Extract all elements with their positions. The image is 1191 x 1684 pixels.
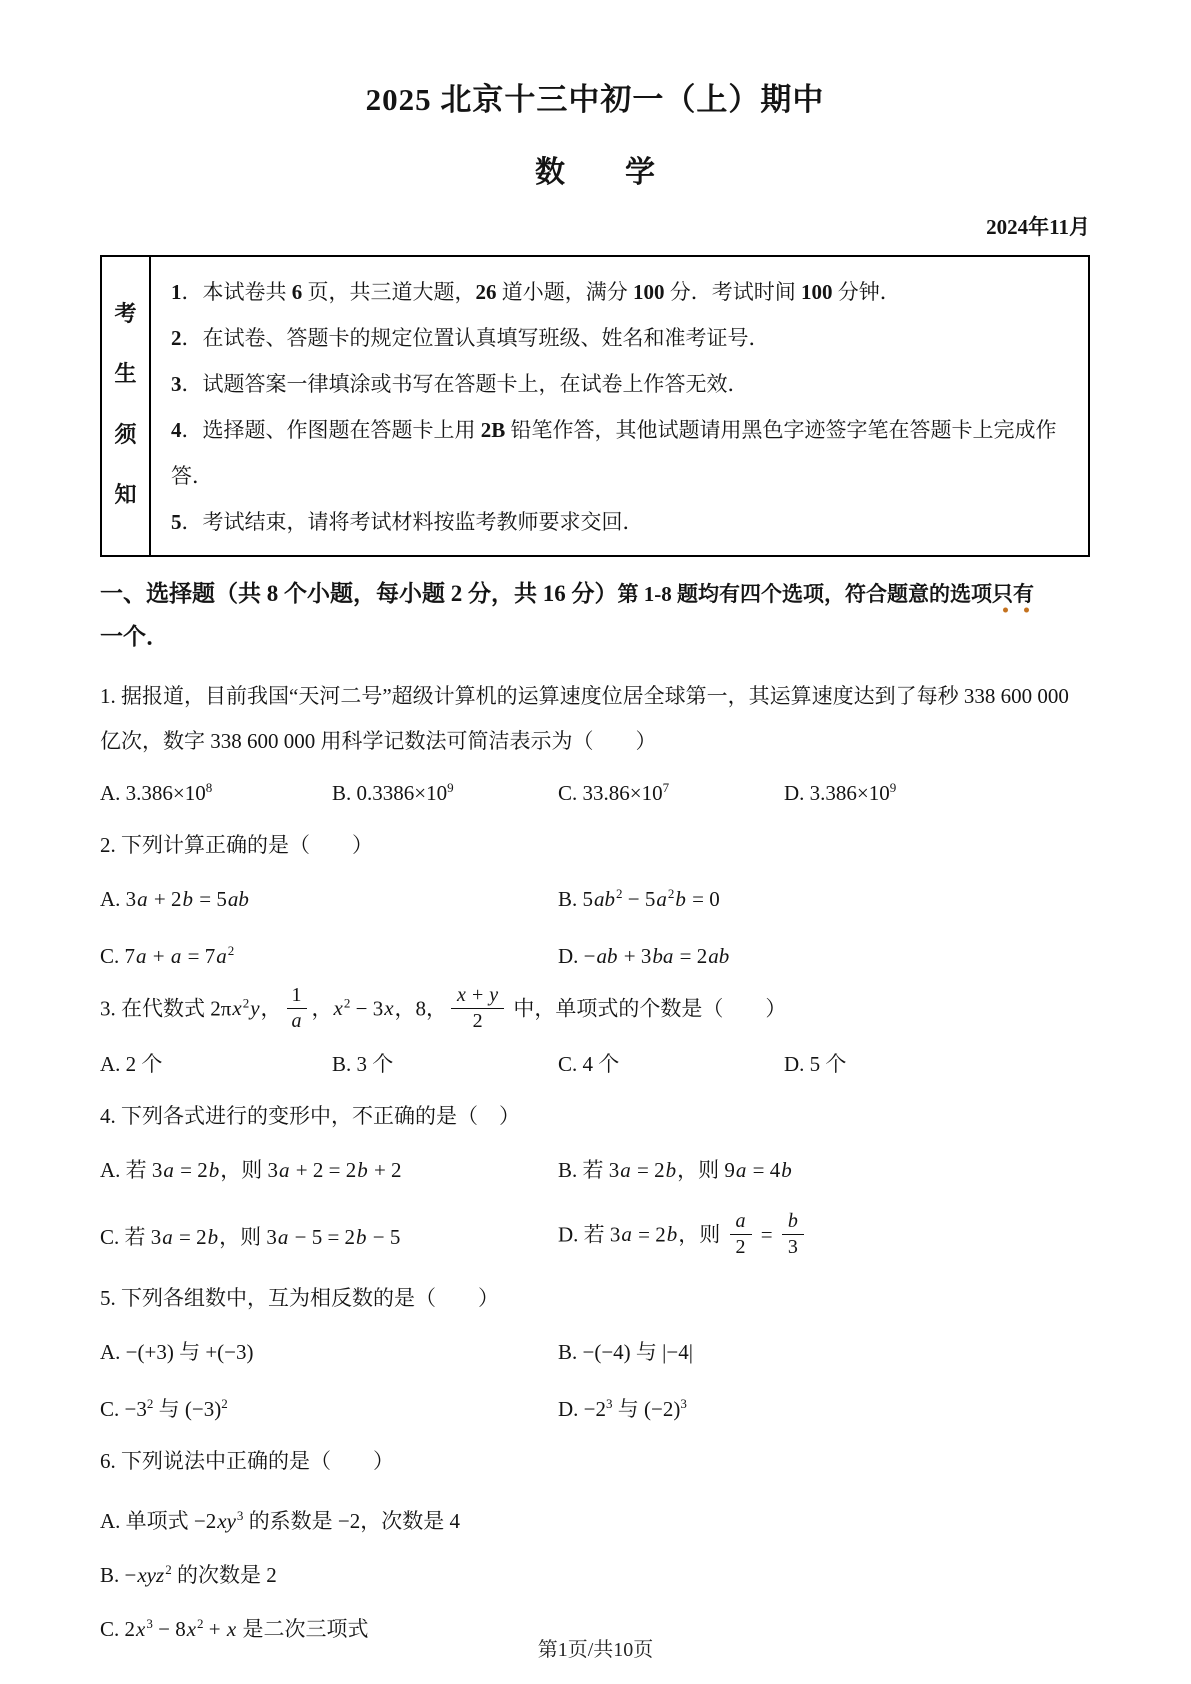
question-stem: 3. 在代数式 $2\pi x^2y$， $\frac{1}{a}$ ，$x^2 - 3x$，8， $\frac{x + y}{2}$ 中，单项式的个数是（ ） xyxy=(100,984,787,1032)
option-c: C. 若 3a = 2b，则 3a − 5 = 2b − 5 xyxy=(100,1224,401,1249)
page-footer: 第1页/共10页 xyxy=(537,1639,654,1661)
option-d: D. 若 3a = 2b，则 $\frac{a}{2}$ = $\frac{b}{3}$ xyxy=(558,1212,1090,1261)
section-heading xyxy=(100,573,1090,659)
section-heading-line2: 一个． xyxy=(100,624,169,649)
question-stem: 6. 下列说法中正确的是（ ） xyxy=(100,1449,394,1473)
option-c: C. $7a + a = 7a^2$ xyxy=(100,943,235,968)
question-stem: 4. 下列各式进行的变形中，不正确的是（ ） xyxy=(100,1104,520,1128)
subject-title: 数 学 xyxy=(535,156,655,189)
notice-box xyxy=(100,255,1090,557)
option-a: A. $3.386\times 10^8$ xyxy=(100,780,213,805)
question-3 xyxy=(100,986,1090,1079)
question-options xyxy=(100,778,1090,808)
option-c: C. $33.86\times 10^7$ xyxy=(558,780,670,805)
page-content xyxy=(0,74,1191,1646)
section-heading-emphasized: 只有 xyxy=(992,582,1034,613)
question-6 xyxy=(100,1439,1090,1646)
option-b: B. −xyz$^2$ 的次数是 2 xyxy=(100,1562,277,1587)
option-b: B. $0.3386\times 10^9$ xyxy=(332,780,454,805)
option-a: A. 2 个 xyxy=(100,1052,163,1076)
option-c: C. $-3^2$ 与 $(-3)^2$ xyxy=(100,1396,228,1421)
option-b: B. $5ab^2 - 5a^2b = 0$ xyxy=(558,886,720,911)
question-options xyxy=(100,1049,1090,1079)
question-options xyxy=(100,1155,1090,1261)
notice-item: 5．考试结束，请将考试材料按监考教师要求交回． xyxy=(171,510,644,534)
question-options xyxy=(100,1337,1090,1424)
notice-item: 4．选择题、作图题在答题卡上用 2B 铅笔作答，其他试题请用黑色字迹签字笔在答题卡上完成作答． xyxy=(171,418,1057,488)
option-a: A. 单项式 $-2xy^3$ 的系数是 −2，次数是 4 xyxy=(100,1508,461,1533)
option-c: C. $2x^3 - 8x^2 + x$ 是二次三项式 xyxy=(100,1616,369,1641)
notice-side-label xyxy=(102,257,151,555)
exam-date: 2024年11月 xyxy=(986,215,1090,239)
notice-side-char: 知 xyxy=(114,481,137,507)
notice-item: 2．在试卷、答题卡的规定位置认真填写班级、姓名和准考证号． xyxy=(171,326,770,350)
notice-items xyxy=(151,257,1088,555)
page-title: 2025 北京十三中初一（上）期中 xyxy=(365,82,825,117)
notice-side-char: 考 xyxy=(114,301,137,326)
option-d: D. 5 个 xyxy=(784,1052,847,1076)
question-2 xyxy=(100,823,1090,971)
question-options xyxy=(100,884,1090,971)
question-stem: 5. 下列各组数中，互为相反数的是（ ） xyxy=(100,1286,499,1310)
question-4 xyxy=(100,1094,1090,1261)
option-a: A. −(+3) 与 +(−3) xyxy=(100,1340,254,1364)
option-d: D. −ab + 3ba = 2ab xyxy=(558,944,730,968)
notice-item: 3．试题答案一律填涂或书写在答题卡上，在试卷上作答无效． xyxy=(171,372,749,396)
option-d: D. $-2^3$ 与 $(-2)^3$ xyxy=(558,1396,687,1421)
option-b: B. 若 3a = 2b，则 9a = 4b xyxy=(558,1158,792,1182)
option-d: D. $3.386\times 10^9$ xyxy=(784,780,897,805)
notice-side-char: 须 xyxy=(114,421,137,447)
notice-item: 1．本试卷共 6 页，共三道大题，26 道小题，满分 100 分．考试时间 100 分钟． xyxy=(171,280,901,304)
option-a: A. 若 3a = 2b，则 3a + 2 = 2b + 2 xyxy=(100,1158,402,1182)
question-stem: 1. 据报道，目前我国“天河二号”超级计算机的运算速度位居全球第一，其运算速度达到了每秒 338 600 000 亿次，数字 338 600 000 用科学记数法可简洁表示为（ ） xyxy=(100,684,1069,753)
option-c: C. 4 个 xyxy=(558,1052,620,1076)
option-b: B. 3 个 xyxy=(332,1052,394,1076)
section-heading-note: 第 1-8 题均有四个选项，符合题意的选项 xyxy=(617,582,992,606)
question-stem: 2. 下列计算正确的是（ ） xyxy=(100,833,373,857)
section-heading-main: 一、选择题（共 8 个小题，每小题 2 分，共 16 分） xyxy=(100,581,618,606)
option-a: A. 3a + 2b = 5ab xyxy=(100,887,249,911)
notice-side-char: 生 xyxy=(114,361,137,387)
question-1 xyxy=(100,674,1090,808)
question-5 xyxy=(100,1276,1090,1424)
option-b: B. −(−4) 与 |−4| xyxy=(558,1340,693,1364)
